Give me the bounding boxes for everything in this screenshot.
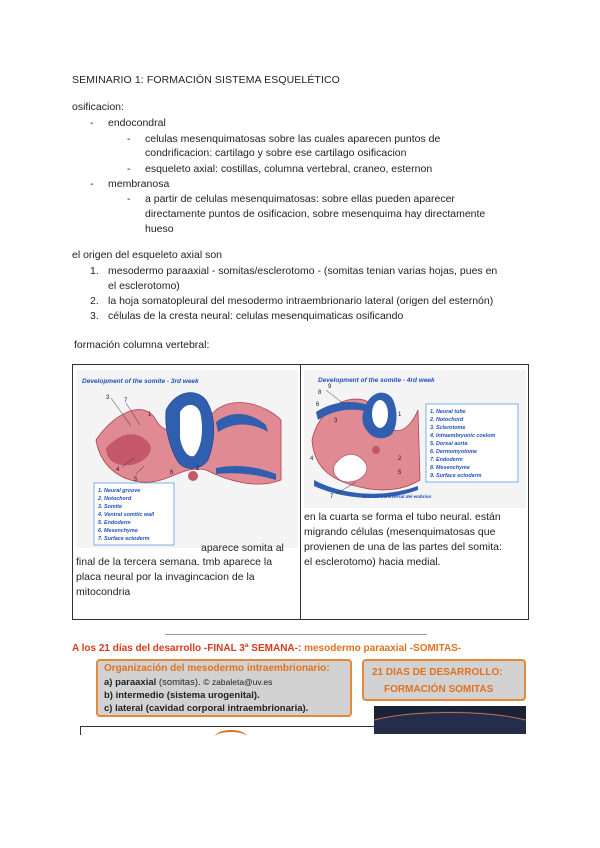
figure-number: 2 [196,466,200,472]
mesoderm-item-bold: a) paraaxial [104,677,157,688]
legend-item: 3. Sclerotome [430,425,466,431]
slide-title [72,642,461,655]
right-caption-line: provienen de una de las partes del somita: [304,541,502,553]
figure-number: 1 [148,412,152,418]
list-item: la hoja somatopleural del mesodermo intraembrionario lateral (origen del esternón) [108,295,494,307]
right-caption-line: el esclerotomo) hacia medial. [304,556,441,568]
figure-number: 1 [398,412,402,418]
figure-number: 4 [310,456,314,462]
membr-text-1b: directamente puntos de osificacion, sobre mesenquima hay directamente [145,208,486,220]
mesoderm-item-bold: b) intermedio [104,690,165,701]
mesoderm-item [104,689,260,702]
legend-item: 6. Mesenchyme [98,528,138,534]
list-number: 3. [90,310,99,322]
mesoderm-item-rest: (sistema urogenital). [164,690,260,701]
legend-item: 3. Somite [98,504,122,510]
figure-section-caption: Seccion transversal del embrion [362,494,432,499]
legend-item: 1. Neural groove [98,488,141,494]
endo-text-1a: celulas mesenquimatosas sobre las cuales aparecen puntos de [145,133,441,145]
legend-item: 4. Ventral somitic wall [98,512,155,518]
list-item: mesodermo paraaxial - somitas/esclerotomo - (somitas tenian varias hojas, pues en [108,265,498,277]
dash-bullet: - [90,178,94,190]
figure-number: 6 [316,402,320,408]
membranous-label: membranosa [108,178,170,190]
figure-number: 5 [134,477,138,483]
left-caption-line: mitocondria [76,586,131,598]
legend-item: 1. Neural tube [430,409,466,415]
dash-bullet: - [127,193,131,205]
figure-number: 3 [106,395,110,401]
origin-heading: el origen del esqueleto axial son [72,249,223,261]
figure-title: Development of the somite - 4rd week [318,377,435,384]
left-caption-line: placa neural por la invagincacion de la [76,571,255,583]
legend-item: 7. Surface ectoderm [98,536,150,542]
mesoderm-item-bold: c) lateral [104,703,144,714]
figure-number: 3 [334,418,338,424]
mesoderm-box-title: Organización del mesodermo intraembrionario: [104,663,330,674]
legend-item: 7. Endoderm [430,457,463,463]
right-caption-line: en la cuarta se forma el tubo neural. están [304,511,501,523]
side-title-line: FORMACIÓN SOMITAS [384,684,494,695]
left-caption-inline: aparece somita al [201,542,284,554]
column-heading: formación columna vertebral: [74,339,210,351]
mesoderm-item [104,702,308,715]
somite-4th-week-figure [304,370,526,508]
slide-title-part: : [297,643,305,654]
somite-3rd-week-figure [76,370,298,548]
list-number: 1. [90,265,99,277]
slide-title-part: A los 21 días del desarrollo - [72,643,208,654]
legend-item: 9. Surface ectoderm [430,473,482,479]
page-title: SEMINARIO 1: FORMACIÓN SISTEMA ESQUELÉTICO [72,74,340,86]
legend-item: 2. Notochord [430,417,464,423]
endochondral-label: endocondral [108,117,166,129]
diagram-arc [215,730,247,744]
figure-number: 8 [318,390,322,396]
legend-item: 5. Endoderm [98,520,131,526]
list-item: el esclerotomo) [108,280,180,292]
copyright-text: © zabaleta@uv.es [203,677,273,687]
side-title-line: 21 DIAS DE DESARROLLO: [372,667,503,678]
mesoderm-item-rest: (somitas). [156,677,201,688]
figure-number: 9 [328,384,332,390]
figure-number: 6 [170,470,174,476]
figure-title: Development of the somite - 3rd week [82,378,199,385]
endo-text-2: esqueleto axial: costillas, columna vertebral, craneo, esternon [145,163,433,175]
ossification-heading: osificacion: [72,101,124,113]
dash-bullet: - [90,117,94,129]
mesoderm-item [104,676,272,689]
embryo-photo [374,706,526,734]
figure-number: 7 [124,398,128,404]
membr-text-1c: hueso [145,223,174,235]
endo-text-1b: condrificacion: cartilago y sobre ese cartilago osificacion [145,147,407,159]
legend-item: 6. Dermomyotome [430,449,478,455]
legend-item: 5. Dorsal aorta [430,441,468,447]
slide-title-part: mesodermo paraaxial -SOMITAS- [304,643,462,654]
slide-title-part: FINAL 3ª SEMANA- [207,643,298,654]
legend-item: 8. Mesenchyme [430,465,470,471]
right-caption-line: migrando células (mesenquimatosas que [304,526,496,538]
dash-bullet: - [127,163,131,175]
mesoderm-item-rest: (cavidad corporal intraembrionaria). [143,703,309,714]
dash-bullet: - [127,133,131,145]
legend-item: 2. Notochord [98,496,132,502]
membr-text-1a: a partir de celulas mesenquimatosas: sobre ellas pueden aparecer [145,193,455,205]
list-number: 2. [90,295,99,307]
figure-number: 7 [330,494,334,500]
figure-number: 4 [116,467,120,473]
legend-item: 4. Intraembryonic coelom [430,433,496,439]
left-caption-line: final de la tercera semana. tmb aparece la [76,556,273,568]
figure-number: 5 [398,470,402,476]
slide-divider [165,634,427,635]
list-item: células de la cresta neural: celulas mesenquimaticas osificando [108,310,404,322]
figure-number: 2 [398,456,402,462]
